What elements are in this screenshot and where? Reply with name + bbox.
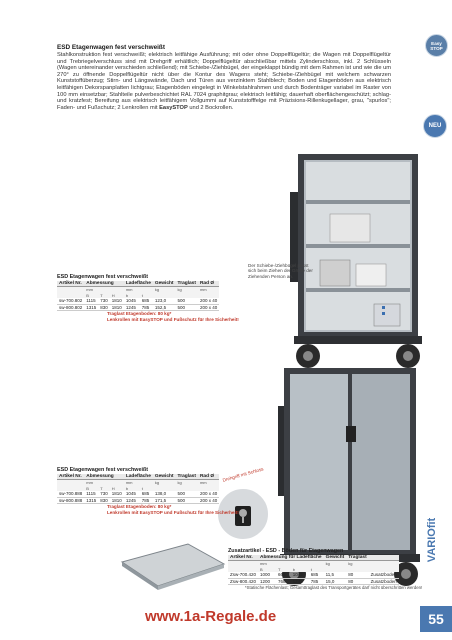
table-title: Zusatzartikel - ESD - Böden für Etagenwagen — [228, 548, 344, 554]
header-cell: Abmessung — [84, 281, 124, 287]
header-cell: Artikel Nr. — [57, 474, 84, 480]
spec-table: Artikel Nr. Abmessung Ladefläche Gewicht Traglast Rad Ø mm mm kg kg mm B T H b t sw-700.802 1115 730 1810 1045 685 123,0 500 200 x 40 sw-800.802 1315 830 1810 1245 785 152,5 500 200 x 40 — [59, 281, 218, 311]
load-note: Traglast Etagenboden: 80 kg* — [107, 504, 172, 510]
shelf-board-image — [118, 540, 228, 596]
table-title: ESD Etagenwagen fest verschweißt — [57, 467, 149, 473]
header-cell: Gewicht — [325, 555, 345, 560]
header-cell: Traglast — [177, 474, 196, 479]
easystop-brand: EasySTOP — [159, 104, 188, 111]
header-cell: Abmessung — [84, 474, 124, 480]
lock-caption: Drehgriff mit Schloss — [222, 466, 265, 483]
header-cell: Gewicht — [154, 474, 174, 479]
easystop-badge-icon: Easy STOP — [425, 34, 448, 57]
safety-note: Lenkrollen mit EasySTOP und Fußschutz für Ihre Sicherheit! — [107, 316, 239, 322]
page-number: 55 — [420, 606, 452, 632]
table-row: sw-700.888 1115 730 1810 1045 685 138,0 500 200 x 40 — [59, 491, 218, 497]
neu-badge-icon: NEU — [423, 114, 447, 138]
header-cell: Gewicht — [154, 281, 174, 286]
product-table-open — [57, 274, 239, 322]
header-cell: Ladefläche — [125, 474, 151, 479]
header-cell: Rad Ø — [198, 474, 219, 480]
table-row: Zsw-700.420 1000 668 1045 685 11,5 80 Zusatzboden — [230, 572, 397, 578]
website-link[interactable]: www.1a-Regale.de — [145, 608, 277, 625]
header-cell: Artikel Nr. — [57, 281, 84, 287]
spec-table: Artikel Nr. Abmessung für Ladefläche Gewicht Traglast mm kg kg B T b t Zsw-700.420 1000 668 1045 685 11,5 80 Zusatzboden Zsw-800.420 1200 768 1245 785 15,0 80 Zusatzboden — [230, 555, 397, 585]
table-row: sw-700.802 1115 730 1810 1045 685 123,0 500 200 x 40 — [59, 298, 218, 304]
spec-table: Artikel Nr. Abmessung Ladefläche Gewicht Traglast Rad Ø mm mm kg kg mm B T H b t sw-700.888 1115 730 1810 1045 685 138,0 500 200 x 40 sw-800.888 1315 830 1810 1245 785 171,5 500 200 x 40 — [59, 474, 218, 504]
header-cell: Traglast — [348, 555, 367, 560]
header-cell: Ladefläche — [125, 281, 151, 286]
table-title: ESD Etagenwagen fest verschweißt — [57, 274, 149, 280]
table-row: sw-800.888 1315 830 1810 1245 785 171,5 500 200 x 40 — [59, 498, 218, 504]
footnote: *Statische Flächenlast; Gesamttraglast des Transportgerätes darf nicht überschritten werden! — [245, 585, 423, 590]
header-cell: Artikel Nr. — [228, 555, 258, 561]
table-row: sw-800.802 1315 830 1810 1245 785 152,5 500 200 x 40 — [59, 305, 218, 311]
product-description: Stahlkonstruktion fest verschweißt; elektrisch leitfähige Ausführung; mit oder ohne Doppelflügeltür; die Wagen mit Doppelflügeltür und Trebriegelverschluss sind mit Drehgriff erhältlich; Doppelflügeltür abschließbar mittels Zylinderschloss, inkl. 2 Schlüsseln (Wagen untereinander verschieden schließend); mit Schiebe-/Ziehbügel, der eingeklappt bündig mit dem Rahmen ist und wie die um 270° zu öffnende Doppelflügeltür nicht über die Kontur des Wagens steht; Schiebe-/Ziehbügel mit welchem schwarzen Kunststoffüberzug; Stirn- und Längswände, Dach und Türen aus verzinktem Stahlblech; Boden und Etagenböden aus elektrisch leitfähigen Dekorspanplatten lichtgrau; Etagenböden eingelegt in Winkelstahlrahmen und durch Bodenträger variabel im Raster von 100 mm einsetzbar; Stahlteile pulverbeschichtet RAL 7024 graphitgrau; elektrisch leitfähig; dauerhaft oberflächengeschützt; schlag- und kratzfest; Bereifung aus elektrisch leitfähigem Vollgummi auf Kunststofffelge mit Präzisions-Rillenkugellager, grau, "spurlos"; Faden- und Fußschutz; 2 Lenkrollen mit EasySTOP und 2 Bockrollen. — [57, 52, 391, 111]
variofit-logo: VARIOfit — [426, 517, 438, 563]
table-row: Zsw-800.420 1200 768 1245 785 15,0 80 Zusatzboden — [230, 579, 397, 585]
safety-note: Lenkrollen mit EasySTOP und Fußschutz für Ihre Sicherheit! — [107, 509, 239, 515]
section-title: ESD Etagenwagen fest verschweißt — [57, 44, 165, 51]
header-cell: Abmessung für Ladefläche — [260, 555, 322, 560]
load-note: Traglast Etagenboden: 80 kg* — [107, 311, 172, 317]
header-cell: Traglast — [177, 281, 196, 286]
product-table-closed — [57, 467, 239, 515]
header-cell: Rad Ø — [198, 281, 219, 287]
photo-caption: Der Schiebe-/Ziehbügel passt sich beim Ziehen der Größe der Ziehenden Person an. — [248, 263, 313, 279]
accessory-table — [228, 548, 399, 585]
